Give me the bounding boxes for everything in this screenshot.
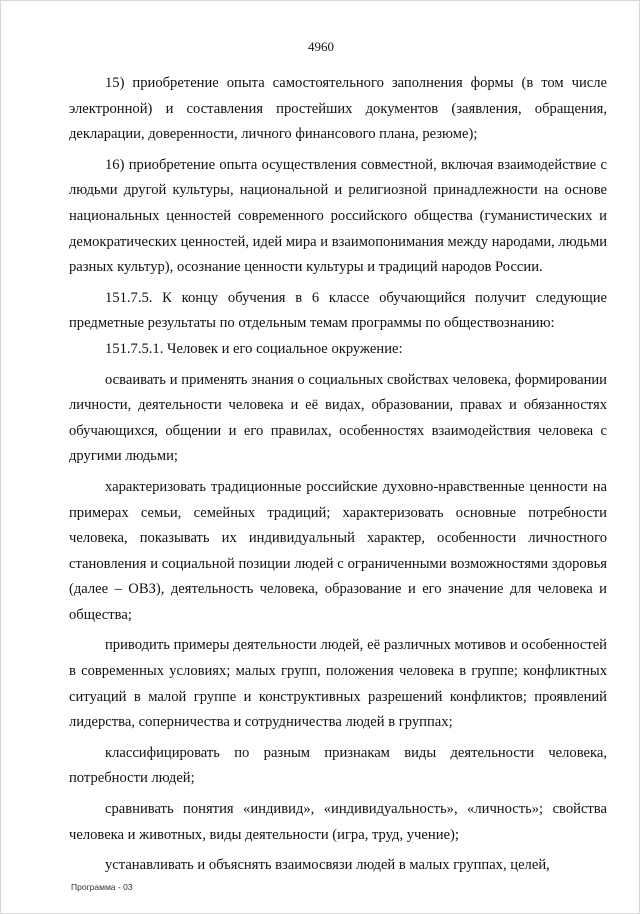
paragraph-sravnivat: сравнивать понятия «индивид», «индивидуальность», «личность»; свойства человека и животных, виды деятельности (игра, труд, учение); xyxy=(69,801,607,843)
page-number: 4960 xyxy=(308,39,334,54)
paragraph-osvaivat: осваивать и применять знания о социальных свойствах человека, формировании личности, деятельности человека и её видах, образовании, правах и обязанностях обучающихся, общении и его правилах, особенностях взаимодействия человека с другими людьми; xyxy=(69,371,607,465)
paragraph-klassificirovat: классифицировать по разным признакам виды деятельности человека, потребности людей; xyxy=(69,744,607,787)
footer-label: Программа - 03 xyxy=(71,882,133,892)
paragraph-subsection-heading: 151.7.5.1. Человек и его социальное окружение: xyxy=(105,340,403,357)
paragraph-item-16: 16) приобретение опыта осуществления совместной, включая взаимодействие с людьми другой культуры, национальной и религиозной принадлежности на основе национальных ценностей современного российского общества (гуманистических и демократических ценностей, идей мира и взаимопонимания между народами, людьми разных культур), осознание ценности культуры и традиций народов России. xyxy=(69,156,607,276)
paragraph-section-151-7-5: 151.7.5. К концу обучения в 6 классе обучающийся получит следующие предметные результаты по отдельным темам программы по обществознанию: xyxy=(69,289,607,332)
paragraph-ustanavlivat: устанавливать и объяснять взаимосвязи людей в малых группах, целей, xyxy=(105,857,550,874)
document-body xyxy=(69,71,607,879)
paragraph-harakterizovat: характеризовать традиционные российские духовно-нравственные ценности на примерах семьи, семейных традиций; характеризовать основные потребности человека, показывать их индивидуальный характер, особенности личностного становления и социальной позиции людей с ограниченными возможностями здоровья (далее – ОВЗ), деятельность человека, образование и его значение для человека и общества; xyxy=(69,478,607,623)
paragraph-privodit: приводить примеры деятельности людей, её различных мотивов и особенностей в современных условиях; малых групп, положения человека в группе; конфликтных ситуаций в малой группе и конструктивных разрешений конфликтов; проявлений лидерства, соперничества и сотрудничества людей в группах; xyxy=(69,637,607,731)
paragraph-item-15: 15) приобретение опыта самостоятельного заполнения формы (в том числе электронной) и составления простейших документов (заявления, обращения, декларации, доверенности, личного финансового плана, резюме); xyxy=(69,75,607,143)
